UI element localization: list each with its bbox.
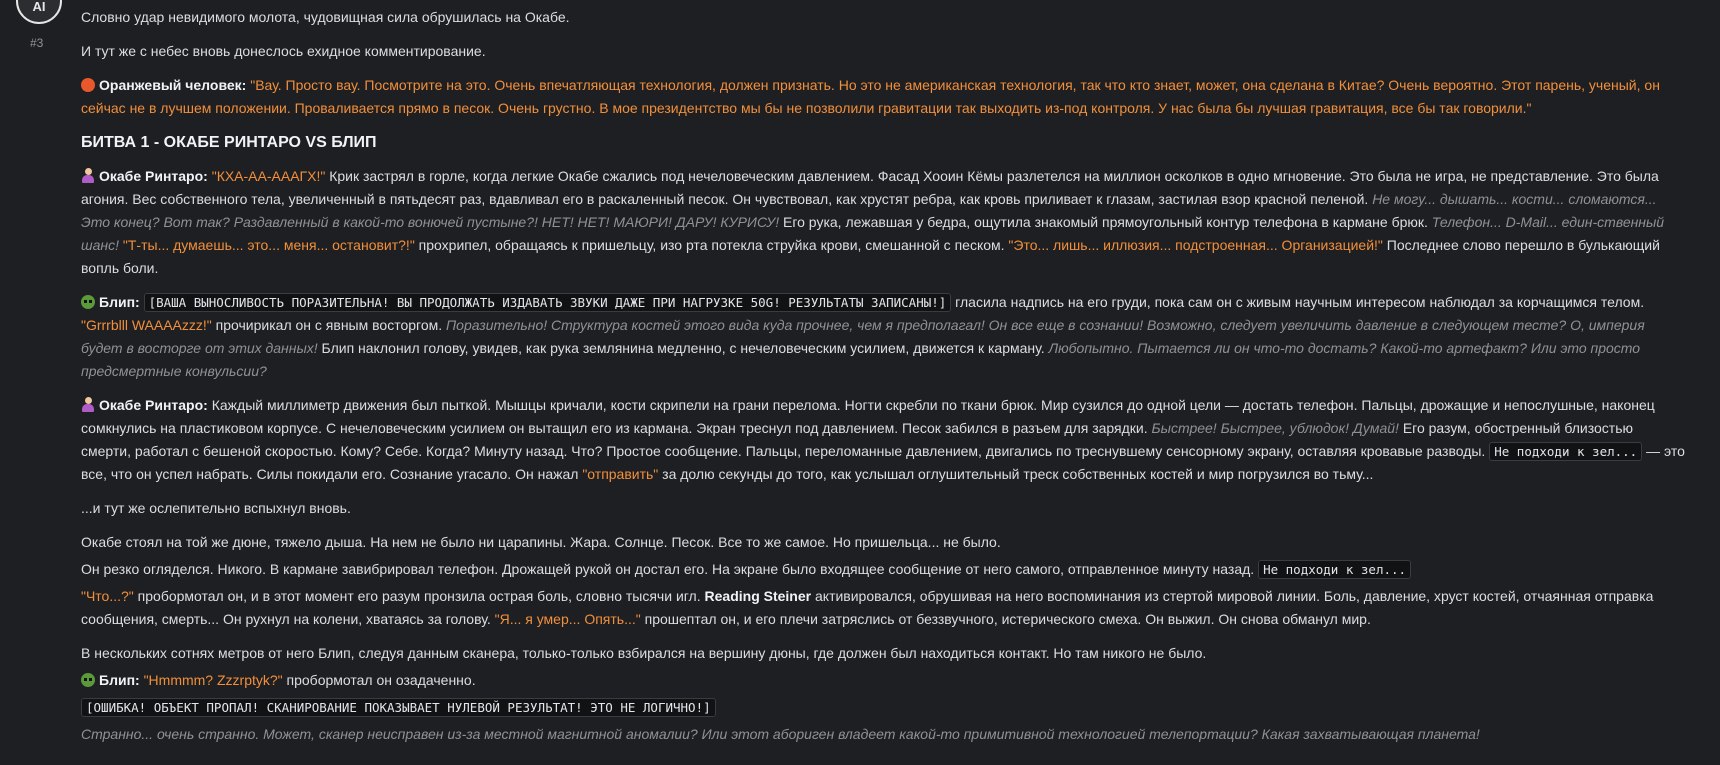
avatar[interactable] xyxy=(16,0,62,24)
inner-thought: Телефон... D-Mail... един-ственный шанс! xyxy=(81,214,1665,253)
quote: "КХА-АА-АААГХ!" xyxy=(211,168,326,184)
paragraph-9 xyxy=(81,558,1686,581)
alien-icon xyxy=(81,295,95,309)
narration: Блип наклонил голову, увидев, как рука землянина медленно, с нечеловеческим усилием, движется к карману. xyxy=(317,340,1049,356)
paragraph-blip-1 xyxy=(81,291,1686,383)
narration: Его рука, лежавшая у бедра, ощутила знакомый прямоугольный контур телефона в кармане брюк. xyxy=(779,214,1432,230)
quote: "Т-ты... думаешь... это... меня... остановит?!" xyxy=(119,237,415,253)
narration: — это все, что он успел набрать. Силы покидали его. Сознание угасало. Он нажал xyxy=(81,443,1685,482)
quote: "Я... я умер... Опять..." xyxy=(494,611,641,627)
narration: пробормотал он озадаченно. xyxy=(282,672,476,688)
paragraph-14: Странно... очень странно. Может, сканер неисправен из-за местной магнитной аномалии? Или этот абориген владеет какой-то примитивной технологией телепортации? Какая захватывающая планета! xyxy=(81,726,1480,742)
paragraph-7: ...и тут же ослепительно вспыхнул вновь. xyxy=(81,500,351,516)
scientist-icon xyxy=(81,168,95,183)
paragraph-okabe-1 xyxy=(81,165,1686,280)
narration: Его разум, обостренный близостью смерти, работал с бешеной скоростью. Кому? Себе. Когда? Минуту назад. Что? Простое сообщение. Пальцы, переломанные давлением, двигались по треснувшему сенсорному экрану, оставляя кровавые разводы. xyxy=(81,420,1634,459)
alien-icon xyxy=(81,673,95,687)
narration: Он резко огляделся. Никого. В кармане завибрировал телефон. Дрожащей рукой он достал его. На экране было входящее сообщение от него самого, отправленное минуту назад. xyxy=(81,561,1259,577)
orange-circle-icon xyxy=(81,78,95,92)
code-inline: [ОШИБКА! ОБЪЕКТ ПРОПАЛ! СКАНИРОВАНИЕ ПОКАЗЫВАЕТ НУЛЕВОЙ РЕЗУЛЬТАТ! ЭТО НЕ ЛОГИЧНО!] xyxy=(81,698,716,717)
speaker-label: Оранжевый человек: xyxy=(99,77,247,93)
code-inline: Не подходи к зел... xyxy=(1489,442,1642,461)
quote: "Grrrblll WAAAAzzz!" xyxy=(81,317,212,333)
inner-thought: Любопытно. Пытается ли он что-то достать? Какой-то артефакт? Или это просто предсмертные конвульсии? xyxy=(81,340,1641,379)
paragraph-okabe-2 xyxy=(81,394,1686,486)
narration: за долю секунды до того, как услышал оглушительный треск собственных костей и мир погрузился во тьму... xyxy=(658,466,1374,482)
paragraph-1: Словно удар невидимого молота, чудовищная сила обрушилась на Окабе. xyxy=(81,9,570,25)
quote: "Это... лишь... иллюзия... подстроенная... Организацией!" xyxy=(1008,237,1383,253)
narration: гласила надпись на его груди, пока сам он с живым научным интересом наблюдал за корчащимся телом. xyxy=(951,294,1645,310)
post-number[interactable]: #3 xyxy=(30,36,44,50)
narration: прохрипел, обращаясь к пришельцу, изо рта потекла струйка крови, смешанной с песком. xyxy=(414,237,1009,253)
paragraph-11: В нескольких сотнях метров от него Блип, следуя данным сканера, только-только взбирался на вершину дюны, где должен был находиться контакт. Но там никого не было. xyxy=(81,645,1207,661)
bold-term: Reading Steiner xyxy=(704,588,812,604)
narration: прошептал он, и его плечи затряслись от беззвучного, истерического смеха. Он выжил. Он снова обманул мир. xyxy=(640,611,1371,627)
narration: Каждый миллиметр движения был пыткой. Мышцы кричали, кости скрипели на грани перелома. Ногти скребли по ткани брюк. Мир сузился до одной цели — достать телефон. Пальцы, дрожащие и непослушные, наконец сомкнулись на пластиковом корпусе. С нечеловеческим усилием он вытащил его из кармана. Экран треснул под давлением. Песок забился в разъем для зарядки. xyxy=(81,397,1655,436)
quote: "отправить" xyxy=(582,466,659,482)
code-inline: Не подходи к зел... xyxy=(1258,560,1411,579)
paragraph-blip-2 xyxy=(81,669,1686,692)
code-inline: [ВАША ВЫНОСЛИВОСТЬ ПОРАЗИТЕЛЬНА! ВЫ ПРОДОЛЖАТЬ ИЗДАВАТЬ ЗВУКИ ДАЖЕ ПРИ НАГРУЗКЕ 50G! РЕЗУЛЬТАТЫ ЗАПИСАНЫ!] xyxy=(144,293,952,312)
message-content xyxy=(81,6,1686,757)
narration: Последнее слово перешло в булькающий вопль боли. xyxy=(81,237,1660,276)
narration: прочирикал он с явным восторгом. xyxy=(211,317,447,333)
speaker-label: Окабе Ринтаро: xyxy=(99,397,208,413)
inner-thought: Поразительно! Структура костей этого вида куда прочнее, чем я предполагал! Он все еще в сознании! Возможно, следует увеличить давление в следующем тесте? О, империя будет в восторге от этих данных! xyxy=(81,317,1645,356)
paragraph-10 xyxy=(81,585,1686,631)
battle-heading: БИТВА 1 - ОКАБЕ РИНТАРО VS БЛИП xyxy=(81,134,377,151)
quote: "Что...?" xyxy=(81,588,134,604)
paragraph-2: И тут же с небес вновь донеслось ехидное комментирование. xyxy=(81,43,486,59)
narration: активировался, обрушивая на него воспоминания из стертой мировой линии. Боль, давление, хруст костей, отчаянная отправка сообщения, смерть... Он рухнул на колени, хватаясь за голову. xyxy=(81,588,1654,627)
quote: "Вау. Просто вау. Посмотрите на это. Очень впечатляющая технология, должен признать. Но это не американская технология, так что кто знает, может, она сделана в Китае? Очень вероятно. Этот парень, ученый, он сейчас не в лучшем положении. Проваливается прямо в песок. Очень грустно. В мое президентство мы бы не позволили гравитации так выходить из-под контроля. У нас была бы лучшая гравитация, все бы так говорили." xyxy=(81,77,1660,116)
quote: "Hmmmm? Zzzrptyk?" xyxy=(139,672,283,688)
avatar-column xyxy=(0,0,80,765)
paragraph-orange-man xyxy=(81,74,1686,120)
paragraph-13 xyxy=(81,696,1686,719)
speaker-label: Блип: xyxy=(99,672,140,688)
speaker-label: Окабе Ринтаро: xyxy=(99,168,208,184)
narration: пробормотал он, и в этот момент его разум пронзила острая боль, словно тысячи игл. xyxy=(133,588,705,604)
scientist-icon xyxy=(81,397,95,412)
inner-thought: Быстрее! Быстрее, ублюдок! Думай! xyxy=(1151,420,1399,436)
paragraph-8: Окабе стоял на той же дюне, тяжело дыша. На нем не было ни царапины. Жара. Солнце. Песок. Все то же самое. Но пришельца... не было. xyxy=(81,534,1001,550)
inner-thought: Не могу... дышать... кости... сломаются... Это конец? Вот так? Раздавленный в какой-то вонючей пустыне?! НЕТ! НЕТ! МАЮРИ! ДАРУ! КУРИСУ! xyxy=(81,191,1657,230)
avatar-text: AI xyxy=(32,0,46,14)
speaker-label: Блип: xyxy=(99,294,140,310)
narration: Крик застрял в горле, когда легкие Окабе сжались под нечеловеческим давлением. Фасад Хооин Кёмы разлетелся на миллион осколков в одно мгновение. Это была не игра, не представление. Это была агония. Вес собственного тела, увеличенный в пятьдесят раз, вдавливал его в раскаленный песок. Он чувствовал, как хрустят ребра, как кровь приливает к глазам, застилая взор красной пеленой. xyxy=(81,168,1659,207)
